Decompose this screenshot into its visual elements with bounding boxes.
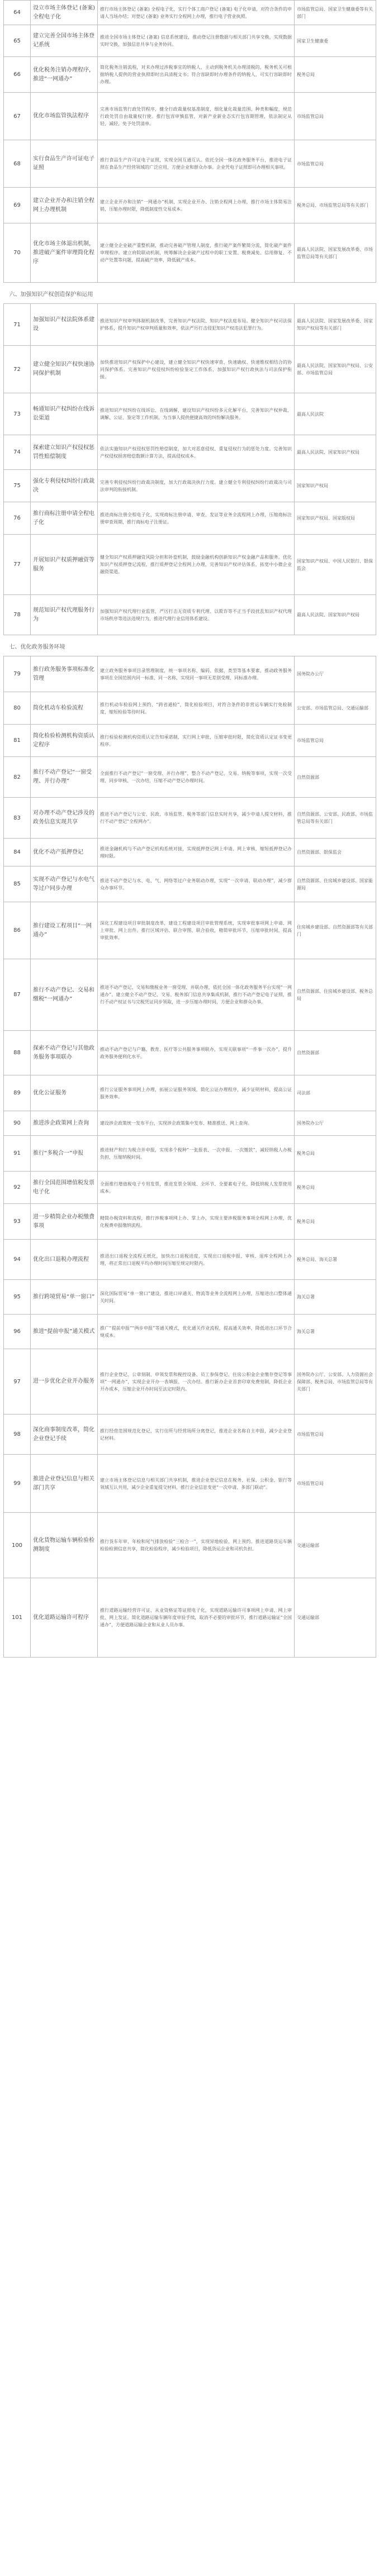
reform-description: 推进知识产权审判体制机制改革，完善知识产权法院、知识产权法庭布局。健全知识产权司法保护体系，提升知识产权审判质量和效率，依法严厉打击侵犯知识产权违法犯罪行为。 — [98, 304, 295, 346]
reform-description: 推进知识产权纠纷在线诉讼、在线调解，建设知识产权纠纷多元化解平台，完善知识产权仲裁、调解、公证、鉴定等工作机制，为当事人提供便捷高效的纠纷解决服务。 — [98, 393, 295, 435]
reform-item: 推进涉企政策网上查询 — [31, 1111, 98, 1136]
reform-item: 进一步精简企业办税缴费事项 — [31, 1204, 98, 1240]
table-row — [4, 798, 376, 839]
row-number: 98 — [4, 1415, 31, 1455]
table-row — [4, 1349, 376, 1415]
reform-item: 优化出口退税办理流程 — [31, 1240, 98, 1280]
reform-item: 简化检验检测机构资质认定程序 — [31, 725, 98, 757]
responsible-department: 公安部、市场监管总局、交通运输部 — [295, 692, 376, 725]
table-row — [4, 1111, 376, 1136]
row-number: 81 — [4, 725, 31, 757]
table-row — [4, 57, 376, 93]
policy-table-body — [4, 1, 376, 1658]
responsible-department: 税务总局 — [295, 1136, 376, 1172]
responsible-department: 海关总署 — [295, 1315, 376, 1349]
table-row — [4, 1172, 376, 1204]
responsible-department: 税务总局、市场监管总局等有关部门 — [295, 188, 376, 223]
responsible-department: 最高人民法院、国家知识产权局 — [295, 435, 376, 470]
reform-description: 全面推行增值税电子专用发票，推进发票全领域、全环节、全要素电子化，降低纳税人发票使用成本。 — [98, 1172, 295, 1204]
responsible-department: 自然资源部、银保监会 — [295, 839, 376, 866]
reform-description: 完善市场监管行政处罚程序，健全行政裁量权基准制度，细化量化裁量范围、种类和幅度，规范行政处罚自由裁量权行使。推行包容审慎监管，对新产业新业态实行包容期管理，依法制定从轻、减轻、免予处罚清单。 — [98, 93, 295, 140]
responsible-department: 最高人民法院 — [295, 393, 376, 435]
row-number: 96 — [4, 1315, 31, 1349]
reform-description: 推行市场主体登记 (备案) 全程电子化，实行个体工商户登记 (备案) 电子化申请，对符合条件的申请人当场办结；对登记 (备案) 业务实行全程网上办理，推行电子营业执照。 — [98, 1, 295, 25]
reform-item: 实现不动产登记与水电气等过户同步办理 — [31, 866, 98, 902]
responsible-department: 自然资源部 — [295, 757, 376, 798]
reform-item: 优化税务注销办理程序，推进“一网通办” — [31, 57, 98, 93]
responsible-department: 住房城乡建设部、自然资源部等有关部门 — [295, 902, 376, 959]
table-row — [4, 346, 376, 393]
table-row — [4, 1075, 376, 1111]
responsible-department: 市场监管总局 — [295, 1455, 376, 1513]
responsible-department: 自然资源部、住房城乡建设部、国家能源局 — [295, 866, 376, 902]
responsible-department: 市场监管总局、国家卫生健康委等有关部门 — [295, 1, 376, 25]
responsible-department: 国务院办公厅、公安部、人力资源社会保障部、税务总局、市场监管总局等有关部门 — [295, 1349, 376, 1415]
reform-item: 优化道路运输许可程序 — [31, 1578, 98, 1658]
reform-item: 建立健全知识产权快速协同保护机制 — [31, 346, 98, 393]
reform-description: 推行公证服务事项网上办理，拓展公证服务领域，简化公证办理程序，减少证明材料，提高公证服务效率。 — [98, 1075, 295, 1111]
row-number: 93 — [4, 1204, 31, 1240]
row-number: 90 — [4, 1111, 31, 1136]
reform-description: 完善专利侵权纠纷行政裁决制度，加大行政裁决执行力度。建立健全专利侵权纠纷行政裁决与司法审判的衔接机制。 — [98, 470, 295, 502]
reform-item: 推进企业登记信息与相关部门共享 — [31, 1455, 98, 1513]
responsible-department: 税务总局 — [295, 1204, 376, 1240]
table-row — [4, 757, 376, 798]
responsible-department: 市场监管总局 — [295, 93, 376, 140]
responsible-department: 国家知识产权局、国家版权局 — [295, 502, 376, 535]
reform-description: 推行食品生产许可证电子证照，实现全国互通互认。依托全国一体化政务服务平台，推进电子证照在食品生产经营领域的广泛应用，方便企业和群众办事。企业凭电子证照即可办理相关事项。 — [98, 140, 295, 188]
responsible-department: 自然资源部、住房城乡建设部、税务总局 — [295, 959, 376, 1031]
row-number: 100 — [4, 1513, 31, 1578]
responsible-department: 国务院办公厅 — [295, 656, 376, 692]
reform-item: 优化货物运输车辆检验检测制度 — [31, 1513, 98, 1578]
reform-item: 推行不动产登记“一窗受理、并行办理” — [31, 757, 98, 798]
row-number: 88 — [4, 1031, 31, 1075]
reform-description: 推行货车年审、年检和尾气排放检验“三检合一”，实现异地检验、网上预约。推进道路货运车辆检验检测信息共享，简化检验程序，减少检验项目，降低货运企业和司机负担。 — [98, 1513, 295, 1578]
responsible-department: 税务总局、海关总署 — [295, 1240, 376, 1280]
reform-description: 依法实施知识产权侵权惩罚性赔偿制度，加大对恶意侵权、重复侵权行为的惩处力度。完善知识产权侵权损害赔偿数额计算方法，提高侵权成本。 — [98, 435, 295, 470]
reform-item: 优化市场主体退出机制，推进破产案件审理简化程序 — [31, 223, 98, 283]
row-number: 77 — [4, 535, 31, 595]
section-heading-text: 六、加强知识产权创造保护和运用 — [9, 292, 93, 298]
reform-description: 推进财产和行为税合并申报，实现多个税种“一张报表、一次申报、一次缴款”，减轻纳税人办税负担，压缩纳税时间。 — [98, 1136, 295, 1172]
table-row — [4, 304, 376, 346]
responsible-department: 自然资源部 — [295, 1031, 376, 1075]
reform-item: 推行“多税合一”申报 — [31, 1136, 98, 1172]
table-row — [4, 535, 376, 595]
table-row — [4, 1280, 376, 1315]
table-row — [4, 140, 376, 188]
reform-description: 推进金融机构与不动产登记机构系统对接，实现抵押登记网上申请、网上审核，缩短抵押登记办理时限。 — [98, 839, 295, 866]
reform-description: 推行道路运输经营许可证、从业资格证等证照电子化，实现道路运输许可事项网上申请、网上审批、网上发证。简化道路运输车辆年度审验手续，取消不必要的审批环节，推行道路运输证“全国通办”，方便道路运输企业和从业人员办事。 — [98, 1578, 295, 1658]
row-number: 69 — [4, 188, 31, 223]
section-heading-text: 七、优化政务服务环境 — [9, 644, 65, 650]
responsible-department: 自然资源部、公安部、民政部、市场监管总局等有关部门 — [295, 798, 376, 839]
reform-description: 推进出口退税全流程无纸化，加快出口退税进度，实现出口退税申报、审核、退库全程网上办理，将正常出口退税平均办理时间压缩至规定时限内。 — [98, 1240, 295, 1280]
reform-item: 加强知识产权法院体系建设 — [31, 304, 98, 346]
responsible-department: 海关总署 — [295, 1280, 376, 1315]
reform-description: 精简办税资料和流程，推行涉税事项网上办、掌上办，实现主要涉税服务事项全程网上办理，优化税费申报缴纳流程。 — [98, 1204, 295, 1240]
row-number: 95 — [4, 1280, 31, 1315]
reform-item: 探索不动产登记与其他政务服务事项联办 — [31, 1031, 98, 1075]
reform-description: 建立政务服务事项目录管理制度，统一事项名称、编码、依据、类型等基本要素，推动政务服务事项在全国范围内同一标准、同一名称，实现同一事项无差别受理、同标准办理。 — [98, 656, 295, 692]
row-number: 80 — [4, 692, 31, 725]
row-number: 67 — [4, 93, 31, 140]
table-row — [4, 470, 376, 502]
responsible-department: 最高人民法院、国家发展改革委、市场监管总局等有关部门 — [295, 223, 376, 283]
responsible-department: 市场监管总局 — [295, 725, 376, 757]
row-number: 91 — [4, 1136, 31, 1172]
table-row — [4, 1455, 376, 1513]
table-row — [4, 839, 376, 866]
row-number: 87 — [4, 959, 31, 1031]
responsible-department: 最高人民法院、国家知识产权局、公安部、市场监管总局 — [295, 346, 376, 393]
table-row — [4, 1240, 376, 1280]
reform-item: 开展知识产权质押融资等服务 — [31, 535, 98, 595]
reform-item: 推行商标注册申请全程电子化 — [31, 502, 98, 535]
reform-item: 推进“提前申报”通关模式 — [31, 1315, 98, 1349]
reform-description: 推进不动产登记、交易和缴税业务一窗受理、并联办理，依托全国一体化政务服务平台实现“一网通办”。建立健全不动产登记、交易、税务部门信息共享集成机制，推行不动产登记电子证照，推行不动产权证书与完税凭证同步领取，进一步压缩办理时间，方便企业和群众办事。 — [98, 959, 295, 1031]
reform-description: 推动不动产登记与户籍、教育、医疗等公共服务事项联办，实现关联事项“一件事一次办”，提升政务服务便利化水平。 — [98, 1031, 295, 1075]
row-number: 71 — [4, 304, 31, 346]
reform-item: 畅通知识产权纠纷在线诉讼渠道 — [31, 393, 98, 435]
row-number: 66 — [4, 57, 31, 93]
section-heading — [4, 635, 376, 656]
table-row — [4, 1578, 376, 1658]
table-row — [4, 725, 376, 757]
reform-description: 加快推进知识产权保护中心建设，建立健全知识产权快速审查、快速确权、快速维权相结合的协同保护体系。完善知识产权侵权纠纷检验鉴定工作体系，加强知识产权行政执法与司法保护衔接。 — [98, 346, 295, 393]
reform-item: 对办理不动产登记涉及的政务信息实现共享 — [31, 798, 98, 839]
row-number: 72 — [4, 346, 31, 393]
row-number: 74 — [4, 435, 31, 470]
row-number: 92 — [4, 1172, 31, 1204]
reform-item: 推行建设工程项目“一网通办” — [31, 902, 98, 959]
reform-item: 优化不动产抵押登记 — [31, 839, 98, 866]
table-row — [4, 1315, 376, 1349]
reform-description: 建立健全企业破产重整机制，推动完善破产管理人制度，推行破产案件繁简分流，简化破产案件审理程序。建立府院联动机制，统筹解决企业破产过程中的职工安置、税费减免、信用修复、不动产处置等问题，提高破产效率，降低破产成本。 — [98, 223, 295, 283]
row-number: 94 — [4, 1240, 31, 1280]
row-number: 82 — [4, 757, 31, 798]
reform-description: 推广“提前申报”“两步申报”等通关模式，优化通关作业流程，提高通关效率，降低进出口环节合规成本。 — [98, 1315, 295, 1349]
table-row — [4, 692, 376, 725]
row-number: 65 — [4, 25, 31, 57]
table-row — [4, 223, 376, 283]
table-row — [4, 1415, 376, 1455]
responsible-department: 最高人民法院、国家发展改革委、国家知识产权局等有关部门 — [295, 304, 376, 346]
reform-description: 推行企业登记、公章刻制、申领发票和税控设备、员工参保登记、住房公积金企业缴存登记等事项“一网通办”，实现企业开办一表填报、一次办结。推行新办企业首套印章免费刻制，降低企业开办成本，压缩企业开办时间至法定时限内。 — [98, 1349, 295, 1415]
table-row — [4, 393, 376, 435]
reform-item: 实行食品生产许可证电子证照 — [31, 140, 98, 188]
responsible-department: 国家知识产权局、中国人民银行、银保监会 — [295, 535, 376, 595]
reform-item: 规范知识产权代理服务行为 — [31, 595, 98, 635]
reform-description: 深化工程建设项目审批制度改革，建设工程建设项目审批管理系统，实现审批事项网上申请、网上审批、网上出件。推行区域评估、联合审图、联合验收，精简审批环节，压缩审批时间，提高审批效率。 — [98, 902, 295, 959]
responsible-department: 司法部 — [295, 1075, 376, 1111]
reform-item: 建立企业开办和注销全程网上办理机制 — [31, 188, 98, 223]
table-row — [4, 93, 376, 140]
reform-description: 建立市场主体登记信息与相关部门共享机制，推进企业登记信息在税务、社保、公积金、银行等领域互认共用，减少企业重复提交材料，推行企业信息变更“一次申请、多部门联动”。 — [98, 1455, 295, 1513]
reform-description: 简化税务注销流程，对未办理过涉税事宜的纳税人，主动到税务机关办理清税的，税务机关可根据纳税人提供的营业执照即时出具清税文书；符合容缺即时办理条件的纳税人，可实行容缺即时办理。 — [98, 57, 295, 93]
row-number: 84 — [4, 839, 31, 866]
reform-item: 推行跨境贸易“单一窗口” — [31, 1280, 98, 1315]
table-row — [4, 1031, 376, 1075]
table-row — [4, 1, 376, 25]
responsible-department: 税务总局 — [295, 57, 376, 93]
policy-table — [3, 0, 376, 1658]
section-heading — [4, 283, 376, 304]
row-number: 97 — [4, 1349, 31, 1415]
reform-description: 推行经营范围规范化登记，实行住所与经营场所分离登记，推进企业名称自主申报，减少企业登记材料。 — [98, 1415, 295, 1455]
reform-item: 设立市场主体登记 (备案) 全程电子化 — [31, 1, 98, 25]
reform-description: 推进不动产登记与公安、民政、市场监管、税务等部门信息实时共享，减少申请人提交材料，推行不动产登记“全程网办”。 — [98, 798, 295, 839]
reform-item: 推行全国范围增值税发票电子化 — [31, 1172, 98, 1204]
responsible-department: 交通运输部 — [295, 1513, 376, 1578]
reform-description: 健全知识产权质押融资风险分担和补偿机制，鼓励金融机构创新知识产权金融产品和服务。优化知识产权质押登记流程，推行质押登记全程网上办理，完善知识产权评估体系，拓宽中小微企业融资渠道。 — [98, 535, 295, 595]
table-row — [4, 1513, 376, 1578]
table-row — [4, 435, 376, 470]
reform-item: 深化商事制度改革，简化企业登记手续 — [31, 1415, 98, 1455]
reform-item: 进一步优化企业开办服务 — [31, 1349, 98, 1415]
responsible-department: 税务总局 — [295, 1172, 376, 1204]
reform-description: 推进全国市场主体登记 (备案) 信息系统建设，推动登记注册数据与相关部门共享交换，实现数据实时交换，加强信息共享与业务协同。 — [98, 25, 295, 57]
responsible-department: 交通运输部 — [295, 1578, 376, 1658]
table-row — [4, 959, 376, 1031]
reform-description: 深化国际贸易“单一窗口”建设，推进口岸通关、物流等业务全流程网上办理，压缩进出口整体通关时间。 — [98, 1280, 295, 1315]
reform-item: 优化公证服务 — [31, 1075, 98, 1111]
reform-description: 推进不动产登记与水、电、气、网络等过户业务联动办理，实现“一次申请、联动办理”，减少群众办事环节。 — [98, 866, 295, 902]
row-number: 64 — [4, 1, 31, 25]
row-number: 83 — [4, 798, 31, 839]
responsible-department: 市场监管总局 — [295, 1415, 376, 1455]
table-row — [4, 1204, 376, 1240]
reform-item: 优化市场监管执法程序 — [31, 93, 98, 140]
table-row — [4, 902, 376, 959]
row-number: 99 — [4, 1455, 31, 1513]
row-number: 75 — [4, 470, 31, 502]
reform-item: 推行政务服务事项标准化管理 — [31, 656, 98, 692]
table-row — [4, 188, 376, 223]
reform-item: 推行不动产登记、交易和缴税“一网通办” — [31, 959, 98, 1031]
row-number: 79 — [4, 656, 31, 692]
responsible-department: 最高人民法院、国家知识产权局 — [295, 595, 376, 635]
reform-item: 强化专利侵权纠纷行政裁决 — [31, 470, 98, 502]
row-number: 85 — [4, 866, 31, 902]
reform-description: 推行检验检测机构资质认定告知承诺制，实行网上审批，压缩审批时限，简化资质认定证书变更程序。 — [98, 725, 295, 757]
reform-item: 建立完善全国市场主体登记系统 — [31, 25, 98, 57]
reform-item: 探索建立知识产权侵权惩罚性赔偿制度 — [31, 435, 98, 470]
table-row — [4, 502, 376, 535]
responsible-department: 国务院办公厅 — [295, 1111, 376, 1136]
row-number: 101 — [4, 1578, 31, 1658]
row-number: 68 — [4, 140, 31, 188]
responsible-department: 国家卫生健康委 — [295, 25, 376, 57]
responsible-department: 国家知识产权局 — [295, 470, 376, 502]
reform-description: 推进商标注册全程电子化，实现商标注册申请、审查、发证等业务全流程网上办理，压缩商标注册审查周期，推行商标电子注册证。 — [98, 502, 295, 535]
row-number: 76 — [4, 502, 31, 535]
row-number: 78 — [4, 595, 31, 635]
row-number: 70 — [4, 223, 31, 283]
responsible-department: 市场监管总局 — [295, 140, 376, 188]
reform-description: 建立企业开办和注销“一网通办”机制，实现企业开办、注销全程网上办理，推行市场主体简易注销，压缩办理时限，降低制度性交易成本。 — [98, 188, 295, 223]
table-row — [4, 656, 376, 692]
reform-item: 简化机动车检验流程 — [31, 692, 98, 725]
table-row — [4, 595, 376, 635]
table-row — [4, 25, 376, 57]
table-row — [4, 866, 376, 902]
row-number: 89 — [4, 1075, 31, 1111]
reform-description: 全面推行不动产登记“一窗受理、并行办理”，整合不动产登记、交易、纳税等事项，实现一次受理、同步审核、一次办结，压缩不动产登记办理时间。 — [98, 757, 295, 798]
row-number: 86 — [4, 902, 31, 959]
reform-description: 建设涉企政策统一发布平台，实现涉企政策集中发布、精准推送、网上查询。 — [98, 1111, 295, 1136]
table-row — [4, 1136, 376, 1172]
row-number: 73 — [4, 393, 31, 435]
reform-description: 加强知识产权代理行业监管，严厉打击无资质专利代理、以欺诈等不正当手段扰乱知识产权代理市场秩序等违法违规行为，推进代理行业信用体系建设。 — [98, 595, 295, 635]
reform-description: 推行机动车检验网上预约、“跨省通检”，简化检验项目，对符合条件的非营运车辆实行免检制度，缩短检验等待时间。 — [98, 692, 295, 725]
